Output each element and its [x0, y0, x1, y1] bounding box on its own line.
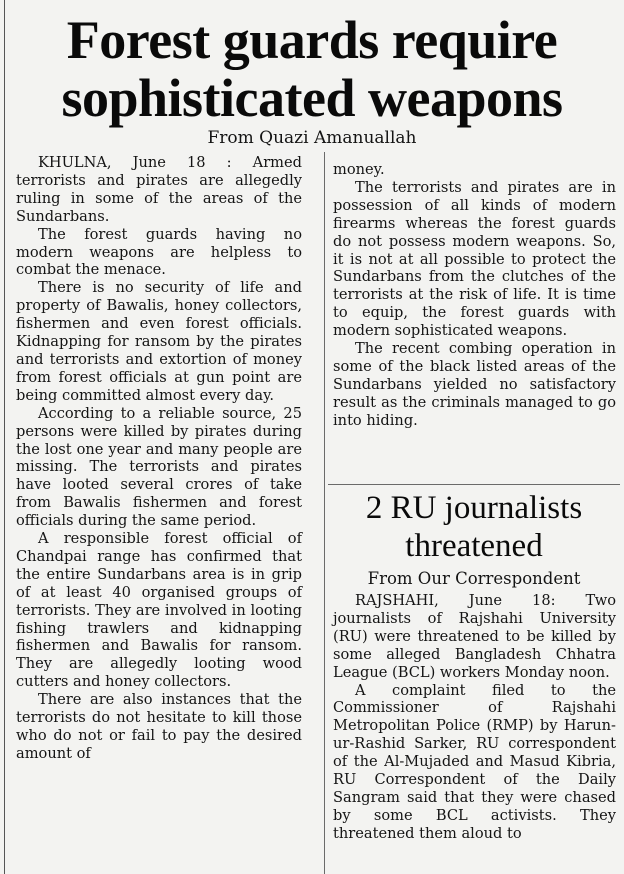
right-column [333, 161, 616, 430]
paragraph: The recent combing operation in some of the black listed areas of the Sundarbans yielded no satisfactory result as the criminals managed to go into hiding. [333, 340, 616, 429]
article-divider [328, 484, 620, 485]
left-column [16, 154, 302, 763]
paragraph: A complaint filed to the Commissioner of Rajshahi Metropolitan Police (RMP) by Harun-ur-Rashid Sarker, RU correspondent of the Al-Mujaded and Masud Kibria, RU Correspondent of the Daily Sangram said that they were chased by some BCL activists. They threatened them aloud to [333, 681, 616, 842]
paragraph-continuation: money. [333, 161, 385, 178]
paragraph: A responsible forest official of Chandpai range has confirmed that the entire Sundarbans area is in grip of at least 40 organised groups of terrorists. They are involved in looting fishing trawlers and kidnapping fishermen and Bawalis for ransom. They are allegedly looting wood cutters and honey collectors. [16, 530, 302, 691]
column-rule [324, 152, 325, 874]
second-headline-line-1: 2 RU journalists [365, 490, 583, 526]
paragraph: RAJSHAHI, June 18: Two journalists of Rajshahi University (RU) were threatened to be killed by some alleged Bangladesh Chhatra League (BCL) workers Monday noon. [333, 592, 616, 681]
paragraph: The terrorists and pirates are in possession of all kinds of modern firearms whereas the forest guards do not possess modern weapons. So, it is not at all possible to protect the Sundarbans from the clutches of the terrorists at the risk of life. It is time to equip, the forest guards with modern sophisticated weapons. [333, 178, 616, 340]
paragraph: There are also instances that the terrorists do not hesitate to kill those who do not or fail to pay the desired amount of [16, 691, 302, 762]
paragraph: According to a reliable source, 25 persons were killed by pirates during the lost one year and many people are missing. The terrorists and pirates have looted several crores of take from Bawalis fishermen and forest officials during the same period. [16, 404, 302, 530]
second-headline-line-2: threatened [405, 528, 543, 564]
paragraph: The forest guards having no modern weapons are helpless to combat the menace. [16, 225, 302, 279]
second-byline: From Our Correspondent [367, 569, 581, 588]
headline-line-2: sophisticated weapons [61, 68, 563, 128]
paragraph: KHULNA, June 18 : Armed terrorists and pirates are allegedly ruling in some of the areas of the Sundarbans. [16, 154, 302, 225]
paragraph: There is no security of life and property of Bawalis, honey collectors, fishermen and even forest officials. Kidnapping for ransom by the pirates and terrorists and extortion of money from forest officials at gun point are being committed almost every day. [16, 279, 302, 404]
headline-line-1: Forest guards require [66, 10, 558, 70]
byline: From Quazi Amanuallah [207, 128, 417, 148]
second-article-body [333, 592, 616, 843]
